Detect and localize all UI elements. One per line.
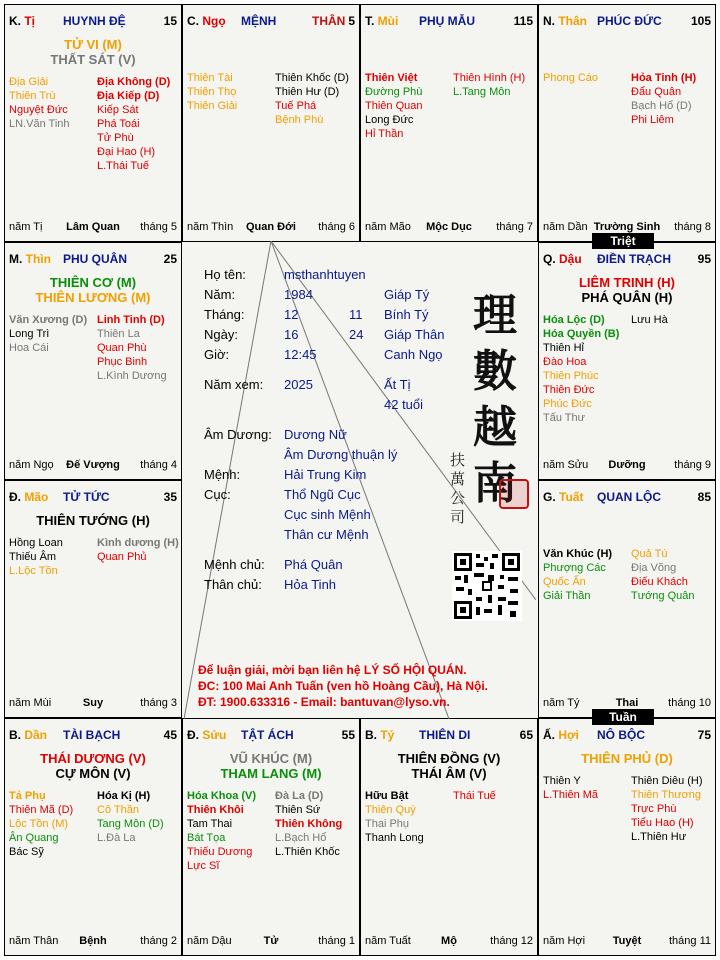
day-lunar: 24	[349, 327, 364, 342]
minor-star: Quan Phủ	[97, 551, 147, 563]
minor-star: Lực Sĩ	[187, 860, 220, 872]
palace-cell	[538, 718, 716, 956]
palace-name: NÔ BỘC	[597, 728, 645, 742]
minor-star: Hóa Khoa (V)	[187, 790, 257, 802]
minor-star: Giải Thần	[543, 590, 591, 602]
trang-sinh: Đế Vượng	[66, 459, 120, 471]
minor-star: Nguyệt Đức	[9, 104, 68, 116]
minor-star: Linh Tinh (D)	[97, 314, 165, 326]
palace-month: tháng 4	[140, 459, 177, 471]
amduong-label: Âm Dương:	[204, 427, 272, 442]
menh-value: Hải Trung Kim	[284, 467, 367, 482]
palace-year: năm Dần	[543, 221, 588, 233]
palace-age: 25	[163, 252, 177, 266]
main-star: THAM LANG (M)	[220, 766, 322, 781]
minor-star: Đường Phù	[365, 86, 423, 98]
minor-star: Phúc Đức	[543, 398, 592, 410]
minor-star: Đào Hoa	[543, 356, 587, 368]
palace-name: THIÊN DI	[419, 728, 471, 742]
minor-star: Phá Toái	[97, 118, 140, 130]
hour-value: 12:45	[284, 347, 317, 362]
minor-star: Thiên Mã (D)	[9, 804, 74, 816]
minor-star: Tuế Phá	[275, 100, 317, 112]
minor-star: Tấu Thư	[543, 412, 586, 424]
palace-month: tháng 1	[318, 935, 355, 947]
palace-address: G. Tuất	[543, 490, 584, 504]
main-star: THIÊN CƠ (M)	[49, 275, 137, 290]
palace-month: tháng 3	[140, 697, 177, 709]
trang-sinh: Tử	[263, 935, 279, 947]
main-star: PHÁ QUÂN (H)	[581, 290, 673, 305]
minor-star: Thiên Quý	[365, 804, 416, 816]
palace-month: tháng 2	[140, 935, 177, 947]
minor-star: Hóa Lộc (D)	[543, 314, 605, 326]
trang-sinh: Tuyệt	[612, 935, 642, 947]
minor-star: Bạch Hổ (D)	[631, 100, 692, 112]
year-canchi: Giáp Tý	[384, 287, 430, 302]
minor-star: Thiên Hư (D)	[275, 86, 340, 98]
minor-star: Văn Khúc (H)	[543, 548, 613, 560]
palace-cell	[538, 480, 716, 718]
minor-star: Kiếp Sát	[97, 104, 139, 116]
main-stars	[183, 751, 359, 781]
palace-year: năm Mùi	[9, 697, 52, 709]
palace-age: 55	[341, 728, 355, 742]
menh-chu-label: Mệnh chủ:	[204, 557, 265, 572]
minor-star: Địa Kiếp (D)	[97, 90, 160, 102]
minor-star: L.Bạch Hổ	[275, 832, 327, 844]
minor-star: Cô Thần	[97, 804, 139, 816]
day-canchi: Giáp Thân	[384, 327, 445, 342]
than-marker: THÂN	[312, 14, 346, 28]
amduong-value: Dương Nữ	[284, 427, 347, 442]
palace-cell	[4, 718, 182, 956]
minor-star: Địa Giải	[9, 76, 49, 88]
minor-star: Thiên Thương	[631, 789, 702, 801]
palace-cell	[538, 242, 716, 480]
minor-star: Đà La (D)	[275, 790, 324, 802]
minor-star: Long Trì	[9, 328, 50, 340]
trang-sinh: Dưỡng	[608, 459, 646, 471]
palace-cell	[4, 242, 182, 480]
main-star: VŨ KHÚC (M)	[229, 751, 313, 766]
triet-badge: Triệt	[592, 233, 654, 249]
age-value: 42 tuổi	[384, 397, 424, 412]
palace-cell	[360, 718, 538, 956]
minor-star: Hồng Loan	[9, 537, 63, 549]
minor-star: Quốc Ấn	[543, 576, 586, 588]
minor-star: Địa Võng	[631, 562, 677, 574]
qr-code-icon[interactable]	[452, 551, 522, 621]
month-value: 12	[284, 307, 299, 322]
minor-star: Thai Phụ	[365, 818, 410, 830]
minor-star: Tử Phù	[97, 132, 134, 144]
palace-year: năm Tị	[9, 221, 43, 233]
minor-star: Thiên Phúc	[543, 370, 599, 382]
minor-star: Văn Xương (D)	[9, 314, 88, 326]
than-chu-label: Thân chủ:	[204, 577, 262, 592]
side-char: 扶	[450, 451, 466, 469]
palace-year: năm Ngọ	[9, 459, 54, 471]
trang-sinh: Bệnh	[79, 935, 107, 947]
minor-star: Phong Cáo	[543, 72, 599, 84]
minor-star: Tướng Quân	[631, 590, 695, 602]
side-char: 公	[450, 489, 466, 507]
palace-cell	[182, 4, 360, 242]
minor-star: LN.Văn Tinh	[9, 118, 70, 130]
view-year-canchi: Ất Tị	[384, 377, 411, 392]
calligraphy-char: 理	[473, 290, 517, 341]
red-stamp-icon	[499, 479, 529, 509]
minor-star: Thiên Khôi	[187, 804, 244, 816]
palace-address: C. Ngọ	[187, 14, 226, 28]
trang-sinh: Mộc Dục	[426, 221, 472, 233]
center-info-panel	[184, 241, 536, 719]
minor-star: L.Đà La	[97, 832, 136, 844]
minor-star: L.Thái Tuế	[97, 160, 149, 172]
palace-year: năm Sửu	[543, 459, 589, 471]
palace-address: M. Thìn	[9, 252, 51, 266]
minor-star: Thiên Giải	[187, 100, 238, 112]
side-text	[450, 451, 470, 527]
minor-star: L.Kình Dương	[97, 370, 167, 382]
palace-name: ĐIỀN TRẠCH	[597, 252, 671, 266]
minor-star: Địa Không (D)	[97, 76, 171, 88]
palace-age: 45	[163, 728, 177, 742]
palace-cell	[182, 718, 360, 956]
palace-cell	[4, 480, 182, 718]
menh-label: Mệnh:	[204, 467, 241, 482]
cuc-label: Cục:	[204, 487, 231, 502]
main-stars	[5, 37, 181, 67]
palace-age: 75	[697, 728, 711, 742]
palace-name: PHU QUÂN	[63, 252, 128, 266]
main-star: TỬ VI (M)	[64, 37, 122, 52]
minor-star: L.Thiên Hư	[631, 831, 687, 843]
minor-star: Đại Hao (H)	[97, 146, 156, 158]
minor-star: Thiên Việt	[365, 72, 418, 84]
main-star: THIÊN PHỦ (D)	[581, 751, 673, 766]
main-stars	[539, 751, 715, 766]
palace-age: 115	[513, 14, 533, 28]
palace-age: 5	[348, 14, 355, 28]
minor-star: Thiên Đức	[543, 384, 595, 396]
minor-star: Thiên Trù	[9, 90, 56, 102]
minor-star: Thiên Y	[543, 775, 581, 787]
minor-star: Thanh Long	[365, 832, 424, 844]
minor-star: Thiên La	[97, 328, 140, 340]
minor-star: Lưu Hà	[631, 314, 668, 326]
palace-age: 15	[163, 14, 177, 28]
palace-name: QUAN LỘC	[597, 490, 661, 504]
trang-sinh: Suy	[82, 697, 104, 709]
hour-label: Giờ:	[204, 347, 230, 362]
main-star: THIÊN ĐỒNG (V)	[397, 751, 501, 766]
minor-star: Đẩu Quân	[631, 86, 682, 98]
palace-address: Ấ. Hợi	[543, 728, 579, 742]
minor-star: Hỏa Tinh (H)	[631, 72, 697, 84]
month-label: Tháng:	[204, 307, 245, 322]
minor-star: Long Đức	[365, 114, 414, 126]
minor-star: L.Thiên Mã	[543, 789, 599, 801]
palace-cell	[360, 4, 538, 242]
calligraphy-char: 數	[473, 346, 517, 397]
minor-star: Bát Tọa	[187, 832, 226, 844]
name-value: msthanhtuyen	[284, 267, 366, 282]
minor-star: Hỉ Thần	[365, 128, 404, 140]
minor-star: Thiên Khốc (D)	[275, 72, 349, 84]
trang-sinh: Lâm Quan	[66, 221, 120, 233]
palace-name: MỆNH	[241, 14, 277, 28]
palace-age: 65	[519, 728, 533, 742]
main-star: THÁI DƯƠNG (V)	[40, 751, 146, 766]
minor-star: Thiên Hình (H)	[453, 72, 526, 84]
main-stars	[361, 751, 537, 781]
view-year-label: Năm xem:	[204, 377, 264, 392]
minor-star: Hóa Kị (H)	[97, 790, 151, 802]
palace-cell	[4, 4, 182, 242]
main-star: THIÊN TƯỚNG (H)	[36, 513, 150, 528]
trang-sinh: Thai	[615, 697, 639, 709]
contact-line-2: ĐC: 100 Mai Anh Tuấn (ven hồ Hoàng Cầu), Hà Nội.	[198, 679, 489, 693]
minor-star: Bác Sỹ	[9, 846, 44, 858]
minor-star: Thiên Diêu (H)	[631, 775, 703, 787]
hour-canchi: Canh Ngọ	[384, 347, 443, 362]
palace-year: năm Hợi	[543, 935, 586, 947]
cuc-note: Cục sinh Mệnh	[284, 507, 371, 522]
month-canchi: Bính Tý	[384, 307, 429, 322]
minor-star: L.Lộc Tồn	[9, 565, 58, 577]
side-char: 司	[450, 508, 466, 526]
side-char: 萬	[450, 470, 466, 488]
palace-year: năm Dậu	[187, 935, 232, 947]
palace-month: tháng 7	[496, 221, 533, 233]
main-stars	[5, 751, 181, 781]
trang-sinh: Quan Đới	[246, 221, 296, 233]
minor-star: Thiên Không	[275, 818, 343, 830]
contact-line-3[interactable]: ĐT: 1900.633316 - Email: bantuvan@lyso.vn.	[198, 695, 450, 709]
minor-star: Điếu Khách	[631, 576, 688, 588]
year-label: Năm:	[204, 287, 236, 302]
minor-star: Phục Binh	[97, 356, 148, 368]
main-stars	[5, 275, 181, 305]
palace-age: 95	[697, 252, 711, 266]
trang-sinh: Mộ	[441, 935, 457, 947]
palace-name: TẬT ÁCH	[241, 728, 294, 742]
palace-age: 85	[697, 490, 711, 504]
palace-month: tháng 8	[674, 221, 711, 233]
day-label: Ngày:	[204, 327, 238, 342]
palace-address: B. Dần	[9, 728, 48, 742]
palace-month: tháng 10	[668, 697, 711, 709]
palace-address: K. Tị	[9, 14, 36, 28]
minor-star: Thiên Tài	[187, 72, 233, 84]
contact-line-1: Để luận giải, mời bạn liên hệ LÝ SỐ HỘI QUÁN.	[198, 663, 467, 677]
than-cu-note: Thân cư Mệnh	[284, 527, 369, 542]
minor-star: Thiếu Dương	[187, 846, 253, 858]
palace-year: năm Tý	[543, 697, 580, 709]
palace-month: tháng 6	[318, 221, 355, 233]
palace-cell	[538, 4, 716, 242]
main-stars	[5, 513, 181, 528]
minor-star: Phượng Các	[543, 562, 606, 574]
minor-star: Quan Phù	[97, 342, 147, 354]
palace-year: năm Thân	[9, 935, 59, 947]
main-star: CỰ MÔN (V)	[55, 766, 131, 781]
minor-star: Thiếu Âm	[9, 551, 57, 563]
minor-star: Lộc Tồn (M)	[9, 818, 69, 830]
palace-year: năm Thìn	[187, 221, 234, 233]
day-value: 16	[284, 327, 299, 342]
main-star: THÁI ÂM (V)	[411, 766, 487, 781]
main-star: LIÊM TRINH (H)	[578, 275, 676, 290]
minor-star: Thiên Quan	[365, 100, 423, 112]
minor-star: Hoa Cái	[9, 342, 49, 354]
palace-age: 35	[163, 490, 177, 504]
view-year-value: 2025	[284, 377, 313, 392]
calligraphy-char: 越	[473, 402, 517, 453]
minor-star: Tả Phụ	[9, 790, 46, 802]
month-lunar: 11	[349, 307, 363, 322]
palace-address: T. Mùi	[365, 14, 399, 28]
palace-age: 105	[690, 14, 711, 28]
minor-star: Quả Tú	[631, 548, 668, 560]
palace-name: TỬ TỨC	[63, 490, 110, 504]
minor-star: Tang Môn (D)	[97, 818, 164, 830]
main-star: THIÊN LƯƠNG (M)	[35, 290, 151, 305]
minor-star: Ân Quang	[9, 832, 59, 844]
palace-address: B. Tý	[365, 728, 395, 742]
palace-year: năm Tuất	[365, 935, 411, 947]
tuan-badge: Tuần	[592, 709, 654, 725]
calligraphy-seal	[469, 279, 529, 529]
palace-year: năm Mão	[365, 221, 411, 233]
palace-month: tháng 9	[674, 459, 711, 471]
palace-address: N. Thân	[543, 14, 588, 28]
palace-address: Đ. Mão	[9, 490, 49, 504]
minor-star: L.Thiên Khốc	[275, 846, 340, 858]
name-label: Họ tên:	[204, 267, 246, 282]
minor-star: Trực Phù	[631, 803, 677, 815]
minor-star: Tam Thai	[187, 818, 233, 830]
year-value: 1984	[284, 287, 313, 302]
palace-name: TÀI BẠCH	[63, 728, 121, 742]
menh-chu-value: Phá Quân	[284, 557, 343, 572]
minor-star: Phi Liêm	[631, 114, 674, 126]
palace-address: Đ. Sửu	[187, 728, 227, 742]
palace-name: PHÚC ĐỨC	[597, 14, 662, 28]
trang-sinh: Trường Sinh	[593, 221, 661, 233]
minor-star: Hóa Quyền (B)	[543, 328, 620, 340]
than-chu-value: Hỏa Tinh	[284, 577, 337, 592]
palace-month: tháng 11	[668, 935, 711, 947]
minor-star: Hữu Bật	[365, 790, 409, 802]
palace-name: PHỤ MẪU	[419, 14, 475, 28]
palace-month: tháng 5	[140, 221, 177, 233]
minor-star: Tiểu Hao (H)	[631, 817, 694, 829]
amduong-note: Âm Dương thuận lý	[284, 447, 398, 462]
minor-star: Kình dương (H)	[97, 537, 179, 549]
minor-star: Thiên Sứ	[275, 804, 321, 816]
palace-month: tháng 12	[490, 935, 533, 947]
calligraphy-char: 南	[473, 458, 517, 509]
minor-star: Thiên Thọ	[187, 86, 237, 98]
horoscope-chart	[4, 4, 716, 956]
palace-address: Q. Dậu	[543, 252, 582, 266]
cuc-value: Thổ Ngũ Cục	[284, 487, 361, 502]
main-star: THẤT SÁT (V)	[50, 52, 136, 67]
minor-star: L.Tang Môn	[453, 86, 511, 98]
main-stars	[539, 275, 715, 305]
minor-star: Thiên Hỉ	[543, 342, 584, 354]
minor-star: Thái Tuế	[453, 790, 496, 802]
minor-star: Bệnh Phù	[275, 114, 324, 126]
palace-name: HUYNH ĐỆ	[63, 14, 126, 28]
